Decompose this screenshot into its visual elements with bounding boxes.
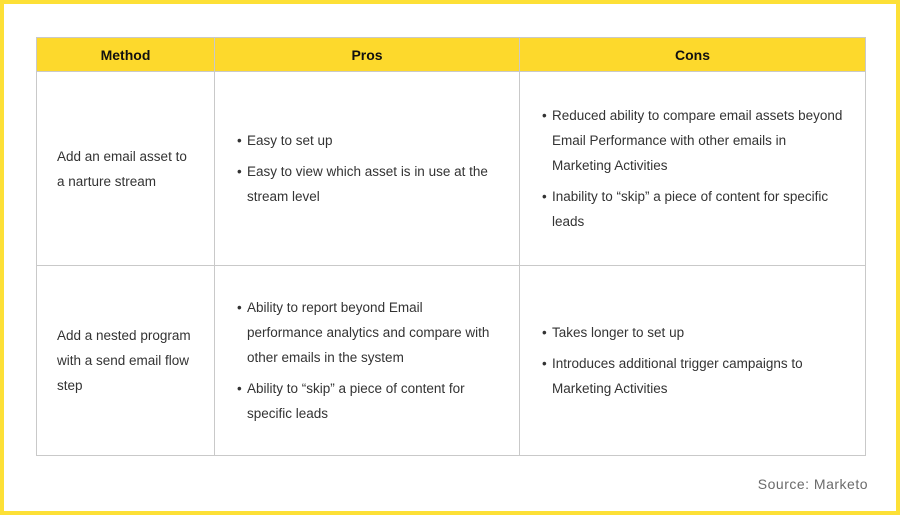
comparison-table	[36, 37, 866, 456]
header-method: Method	[37, 38, 215, 72]
method-cell: Add a nested program with a send email flow step	[37, 266, 215, 456]
list-item: • Easy to set up	[237, 133, 333, 148]
header-row	[37, 38, 866, 72]
list-item: • Easy to view which asset is in use at the stream level	[237, 164, 488, 204]
pros-cell	[215, 72, 520, 266]
table-row	[37, 72, 866, 266]
cons-cell	[520, 266, 866, 456]
list-item: • Inability to “skip” a piece of content for specific leads	[542, 189, 829, 229]
pros-cell	[215, 266, 520, 456]
list-item: • Reduced ability to compare email assets beyond Email Performance with other emails in Marketing Activities	[542, 108, 843, 173]
pros-list	[235, 128, 499, 209]
header-cons: Cons	[520, 38, 866, 72]
list-item: • Ability to report beyond Email performance analytics and compare with other emails in the system	[237, 300, 490, 365]
list-item: • Introduces additional trigger campaigns to Marketing Activities	[542, 356, 803, 396]
source-caption: Source: Marketo	[757, 476, 868, 492]
list-item: • Ability to “skip” a piece of content for specific leads	[237, 381, 465, 421]
cons-list	[540, 103, 845, 234]
pros-list	[235, 295, 499, 426]
cons-list	[540, 320, 845, 401]
table-row	[37, 266, 866, 456]
list-item: • Takes longer to set up	[542, 325, 685, 340]
cons-cell	[520, 72, 866, 266]
header-pros: Pros	[215, 38, 520, 72]
method-cell: Add an email asset to a narture stream	[37, 72, 215, 266]
